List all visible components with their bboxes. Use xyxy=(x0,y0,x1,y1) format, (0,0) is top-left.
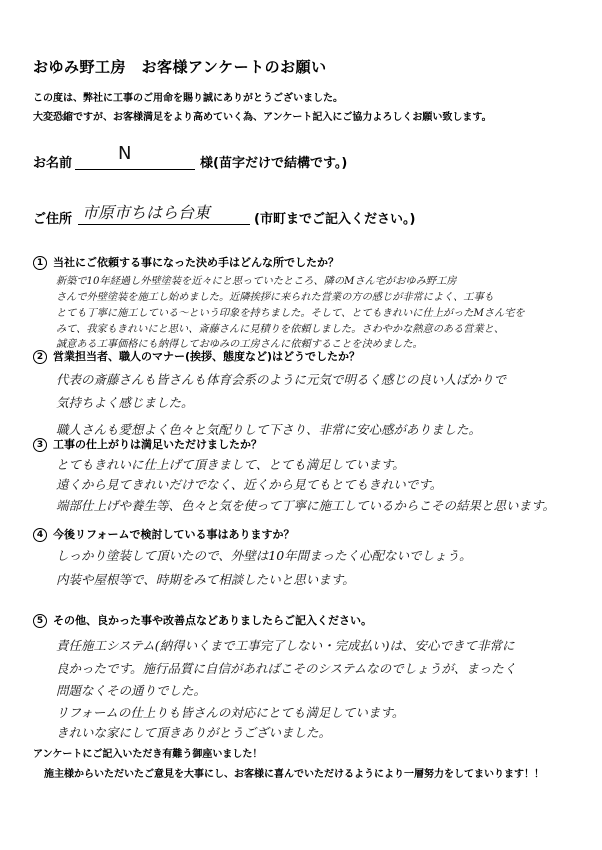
answer-1-line-4: みて、我家もきれいにと思い、斎藤さんに見積りを依頼しました。さわやかな熱意のある営業と、 xyxy=(56,324,505,335)
intro-text-line-2: 大変恐縮ですが、お客様満足をより高めていく為、アンケート記入にご協力よろしくお願い致します。 xyxy=(33,112,492,123)
name-underline xyxy=(75,169,195,170)
question-2-text: 営業担当者、職人のマナー(挨拶、態度など)はどうでしたか？ xyxy=(53,350,361,363)
answer-4-line-1: しっかり塗装して頂いたので、外壁は10年間まったく心配ないでしょう。 xyxy=(56,548,472,563)
question-4-text: 今後リフォームで検討している事はありますか？ xyxy=(53,528,295,541)
question-1 xyxy=(33,254,339,270)
address-value: 市原市ちはら台東 xyxy=(82,203,211,222)
answer-1-line-2: さんで外壁塗装を施工し始めました。近隣挨拶に来られた営業の方の感じが非常によく、工事も xyxy=(56,292,494,303)
question-4 xyxy=(33,526,294,542)
answer-4-line-2: 内装や屋根等で、時期をみて相談したいと思います。 xyxy=(56,572,355,587)
question-5-number: 5 xyxy=(33,614,47,628)
question-1-text: 当社にご依頼する事になった決め手はどんな所でしたか？ xyxy=(53,256,339,269)
question-1-number: 1 xyxy=(33,256,47,270)
question-4-number: 4 xyxy=(33,528,47,542)
answer-2-line-2: 気持ちよく感じました。 xyxy=(56,395,194,410)
answer-2-line-1: 代表の斎藤さんも皆さんも体育会系のように元気で明るく感じの良い人ばかりで xyxy=(56,372,507,387)
question-2-number: 2 xyxy=(33,350,47,364)
answer-5-line-3: 問題なくその通りでした。 xyxy=(56,683,207,698)
answer-3-line-2: 遠くから見てきれいだけでなく、近くから見てもとてもきれいです。 xyxy=(56,477,443,492)
address-suffix: (市町までご記入ください。) xyxy=(254,212,416,227)
answer-1-line-5: 誠意ある工事価格にも納得しておゆみの工房さんに依頼することを決めました。 xyxy=(56,339,423,350)
footer-thanks: アンケートにご記入いただき有難う御座いました！ xyxy=(33,749,263,760)
question-3-number: 3 xyxy=(33,438,47,452)
answer-5-line-1: 責任施工システム(納得いくまで工事完了しない・完成払い)は、安心できて非常に xyxy=(56,638,515,653)
answer-1-line-3: とても丁寧に施工している〜という印象を持ちました。そして、とてもきれいに仕上がったMさん宅を xyxy=(56,308,525,319)
question-5 xyxy=(33,612,372,628)
footer-message: 施主様からいただいたご意見を大事にし、お客様に喜んでいただけるようにより一層努力をしてまいります！！ xyxy=(44,769,544,780)
question-5-text: その他、良かった事や改善点などありましたらご記入ください。 xyxy=(53,614,372,627)
address-underline xyxy=(78,224,250,225)
address-label: ご住所 xyxy=(33,212,73,227)
name-label: お名前 xyxy=(33,156,73,171)
question-3-text: 工事の仕上がりは満足いただけましたか？ xyxy=(53,438,262,451)
answer-1-line-1: 新築で10年経過し外壁塗装を近々にと思っていたところ、隣のMさん宅がおゆみ野工房 xyxy=(56,276,457,287)
answer-2-line-3: 職人さんも愛想よく色々と気配りして下さり、非常に安心感がありました。 xyxy=(56,422,482,437)
answer-3-line-1: とてもきれいに仕上げて頂きまして、とても満足しています。 xyxy=(56,457,405,472)
answer-5-line-2: 良かったです。施行品質に自信があればこそのシステムなのでしょうが、まったく xyxy=(56,661,517,676)
answer-5-line-4: リフォームの仕上りも皆さんの対応にとても満足しています。 xyxy=(56,705,405,720)
question-2 xyxy=(33,348,360,364)
intro-text-line-1: この度は、弊社に工事のご用命を賜り誠にありがとうございました。 xyxy=(33,93,343,104)
name-value: N xyxy=(118,143,132,164)
survey-title: おゆみ野工房 お客様アンケートのお願い xyxy=(33,58,327,76)
name-suffix: 様(苗字だけで結構です。) xyxy=(200,156,348,171)
question-3 xyxy=(33,436,262,452)
answer-5-line-5: きれいな家にして頂きありがとうございました。 xyxy=(56,725,332,740)
answer-3-line-3: 端部仕上げや養生等、色々と気を使って丁寧に施工しているからこその結果と思います。 xyxy=(56,498,556,513)
